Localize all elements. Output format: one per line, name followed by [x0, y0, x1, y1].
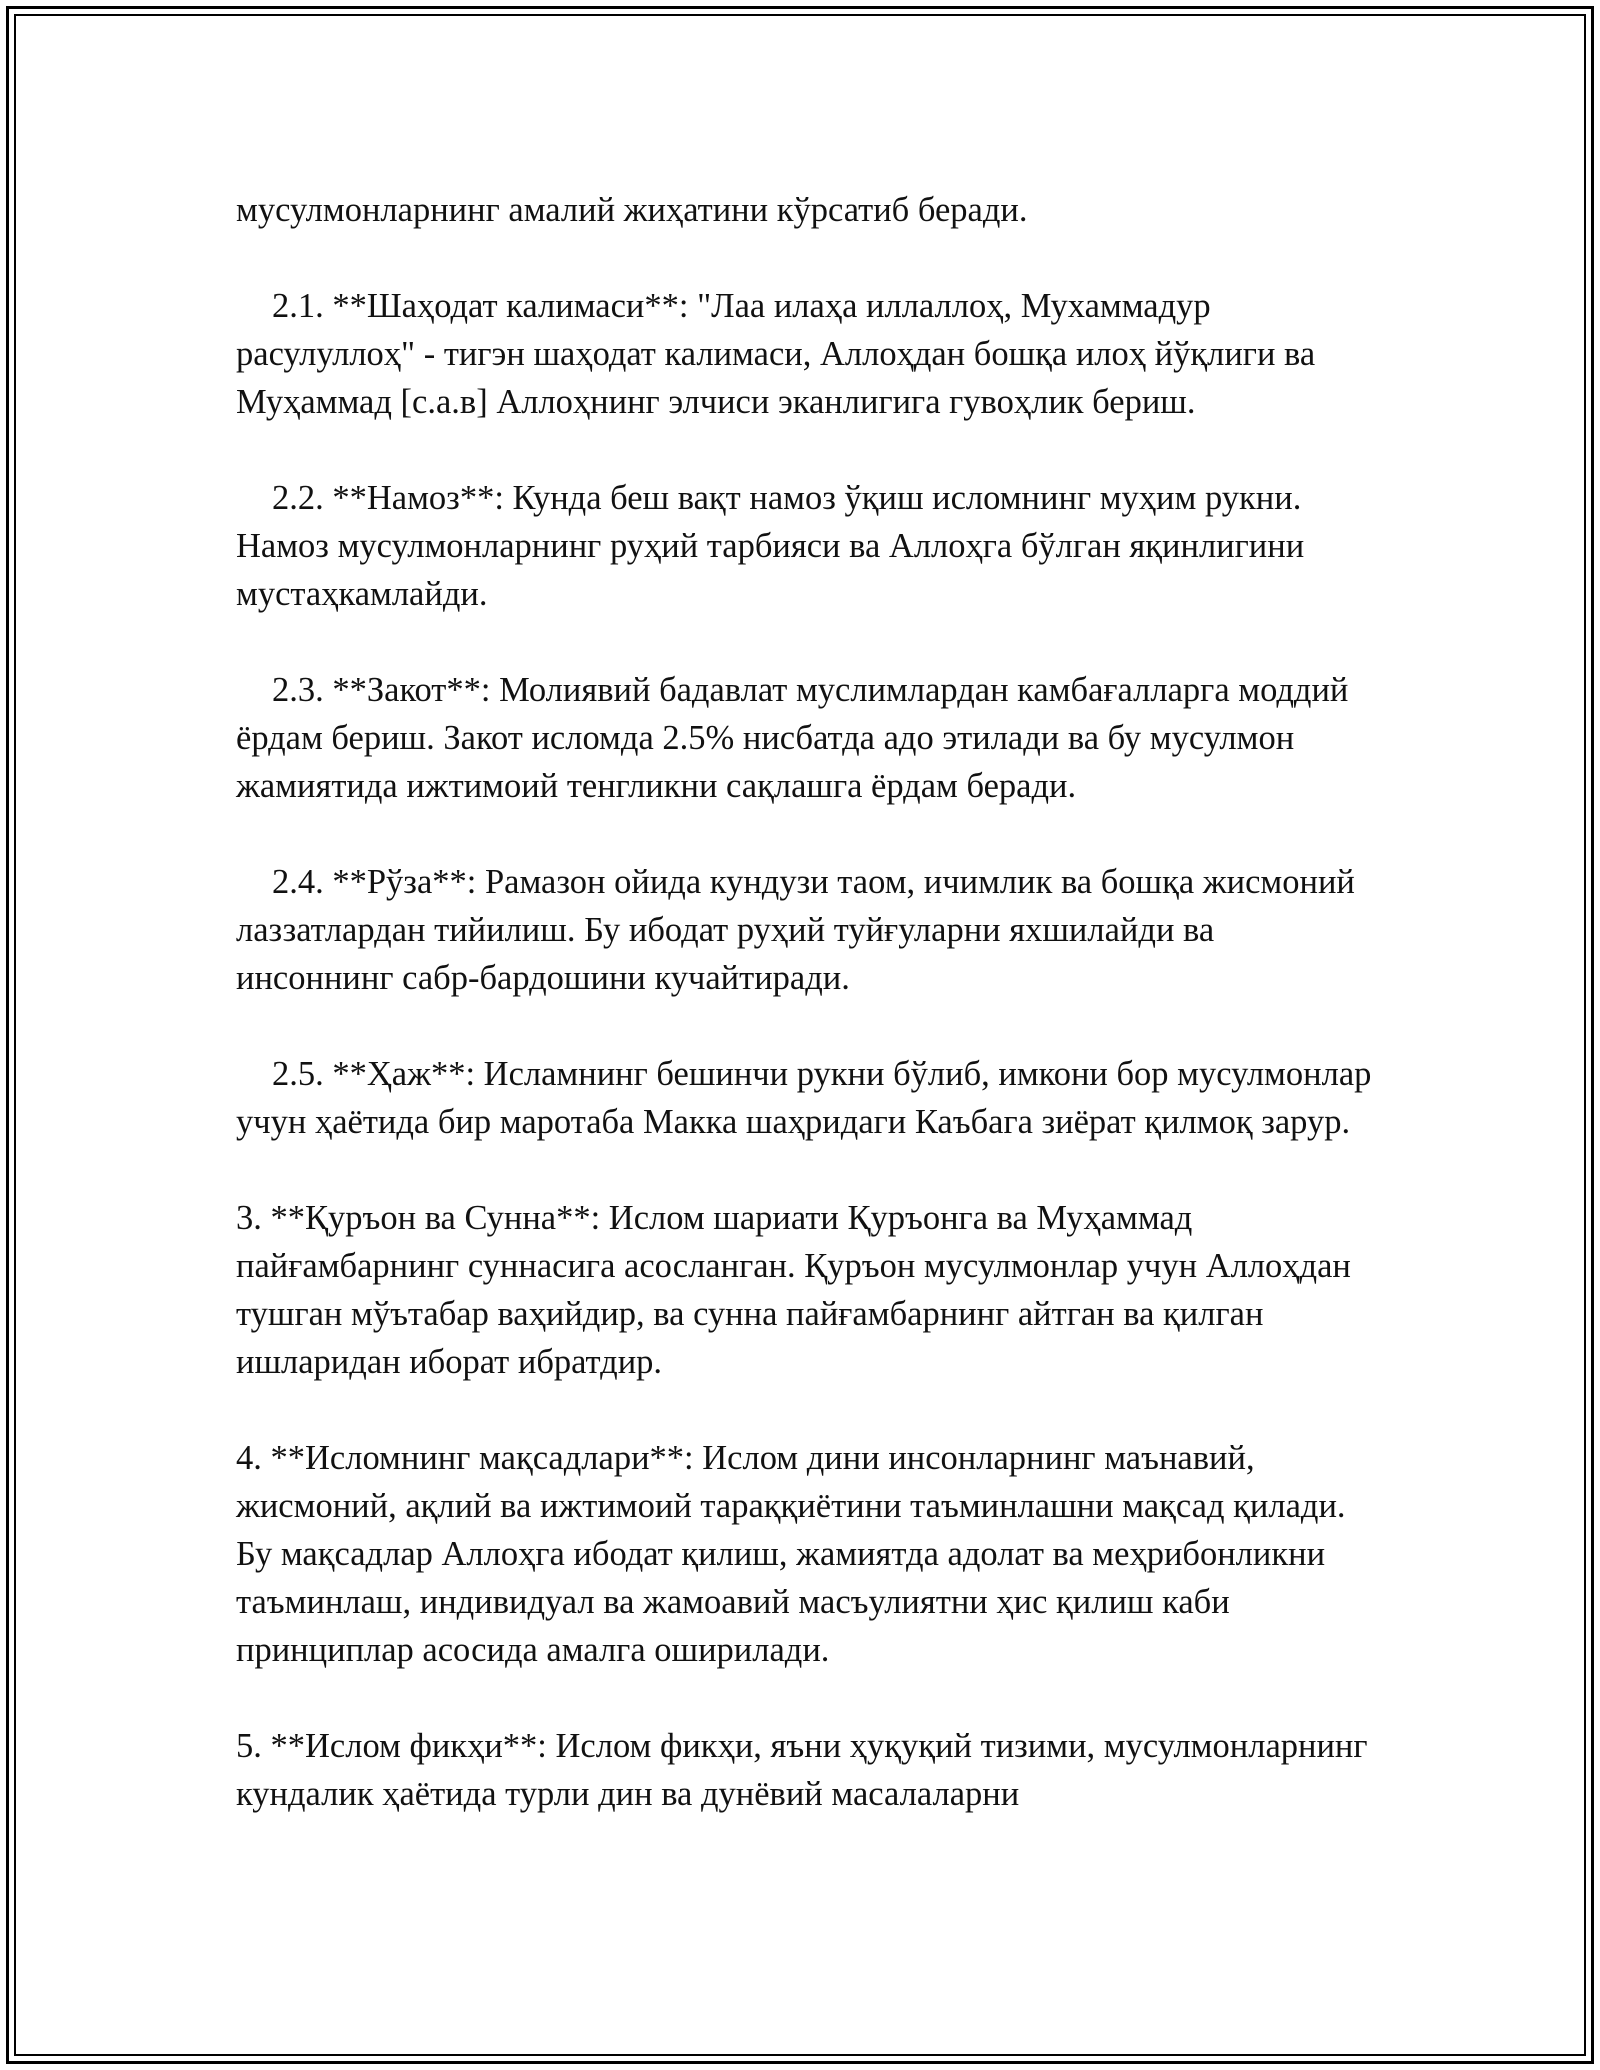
paragraph-ruza: 2.4. **Рўза**: Рамазон ойида кундузи таом, ичимлик ва бошқа жисмоний лаззатлардан тийилиш. Бу ибодат руҳий туйғуларни яхшилайди ва инсоннинг сабр-бардошини кучайтиради.: [236, 863, 1364, 997]
paragraph-shahodat: 2.1. **Шаҳодат калимаси**: "Лаа илаҳа иллаллоҳ, Мухаммадур расулуллоҳ" - тигэн шаҳодат калимаси, Аллоҳдан бошқа илоҳ йўқлиги ва Муҳаммад [с.а.в] Аллоҳнинг элчиси эканлигига гувоҳлик бериш.: [236, 287, 1324, 421]
paragraph-namoz: 2.2. **Намоз**: Кунда беш вақт намоз ўқиш исломнинг муҳим рукни. Намоз мусулмонларнинг руҳий тарбияси ва Аллоҳга бўлган яқинлигини мустаҳкамлайди.: [236, 479, 1313, 613]
paragraph-intro-continuation: мусулмонларнинг амалий жиҳатини кўрсатиб беради.: [236, 191, 1028, 229]
paragraph-quron-sunna: 3. **Қуръон ва Сунна**: Ислом шариати Қуръонга ва Муҳаммад пайғамбарнинг суннасига асосланган. Қуръон мусулмонлар учун Аллоҳдан тушган мўътабар ваҳийдир, ва сунна пайғамбарнинг айтган ва қилган ишларидан иборат ибратдир.: [236, 1199, 1360, 1381]
paragraph-islom-fiqhi: 5. **Ислом фикҳи**: Ислом фикҳи, яъни ҳуқуқий тизими, мусулмонларнинг кундалик ҳаётида турли дин ва дунёвий масалаларни: [236, 1727, 1377, 1813]
paragraph-islom-maqsadlari: 4. **Исломнинг мақсадлари**: Ислом дини инсонларнинг маънавий, жисмоний, ақлий ва ижтимоий тараққиётини таъминлашни мақсад қилади. Бу мақсадлар Аллоҳга ибодат қилиш, жамиятда адолат ва меҳрибонликни таъминлаш, индивидуал ва жамоавий масъулиятни ҳис қилиш каби принциплар асосида амалга оширилади.: [236, 1439, 1355, 1669]
document-body: [236, 186, 1381, 1818]
paragraph-haj: 2.5. **Ҳаж**: Исламнинг бешинчи рукни бўлиб, имкони бор мусулмонлар учун ҳаётида бир маротаба Макка шаҳридаги Каъбага зиёрат қилмоқ зарур.: [236, 1055, 1381, 1141]
paragraph-zakot: 2.3. **Закот**: Молиявий бадавлат муслимлардан камбағалларга моддий ёрдам бериш. Закот исломда 2.5% нисбатда адо этилади ва бу мусулмон жамиятида ижтимоий тенгликни сақлашга ёрдам беради.: [236, 671, 1357, 805]
